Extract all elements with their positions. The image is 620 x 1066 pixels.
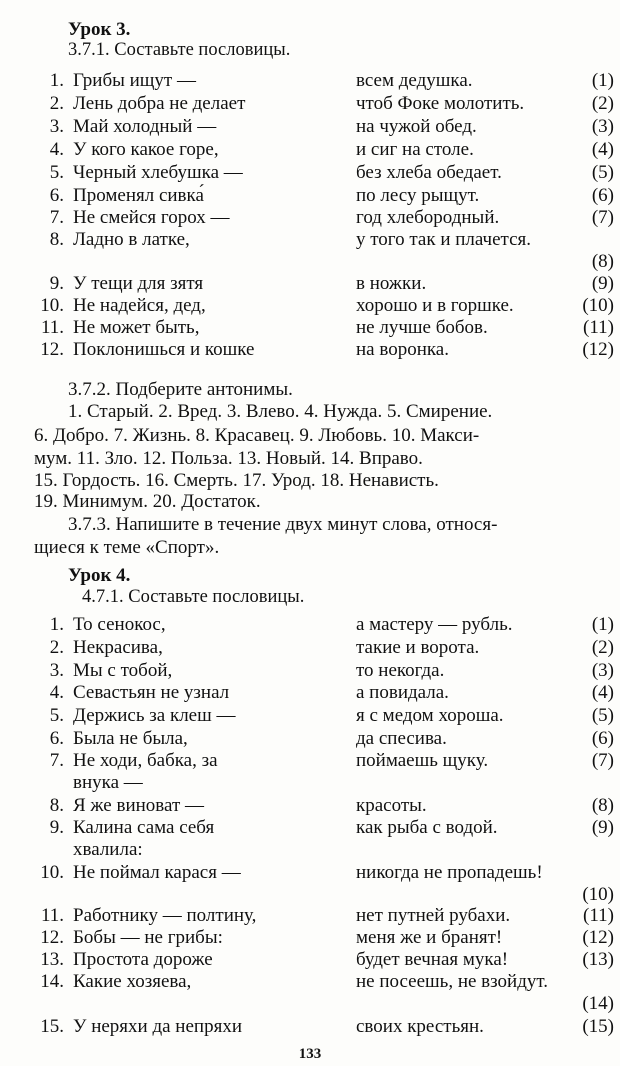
- proverb-ending: хорошо и в горшке.: [356, 295, 514, 316]
- lesson3-title: Урок 3.: [68, 19, 131, 40]
- proverb-ending: не лучше бобов.: [356, 317, 488, 338]
- proverb-beginning: Мы с тобой,: [73, 660, 173, 681]
- proverb-beginning: Променял сивка́: [73, 185, 204, 206]
- ending-index: (7): [591, 750, 614, 771]
- proverb-beginning: Я же виноват —: [73, 795, 205, 816]
- lesson3-task3-line-2: щиеся к теме «Спорт».: [34, 537, 220, 558]
- proverb-ending: без хлеба обедает.: [356, 162, 502, 183]
- item-number: 2.: [49, 93, 64, 114]
- proverb-ending: чтоб Фоке молотить.: [356, 93, 525, 114]
- item-number: 4.: [49, 139, 64, 160]
- proverb-beginning-continued: хвалила:: [73, 839, 143, 860]
- proverb-ending: в ножки.: [356, 273, 427, 294]
- ending-index: (11): [583, 317, 614, 338]
- proverb-beginning: Калина сама себя: [73, 817, 215, 838]
- proverb-ending: а повидала.: [356, 682, 449, 703]
- proverb-beginning: Не надейся, дед,: [73, 295, 206, 316]
- item-number: 15.: [40, 1016, 64, 1037]
- proverb-beginning: То сенокос,: [73, 614, 166, 635]
- item-number: 7.: [49, 207, 64, 228]
- proverb-beginning: Не смейся горох —: [73, 207, 230, 228]
- ending-index: (2): [591, 93, 614, 114]
- ending-index: (12): [582, 339, 614, 360]
- proverb-ending: на чужой обед.: [356, 116, 477, 137]
- item-number: 6.: [49, 728, 64, 749]
- item-number: 3.: [49, 660, 64, 681]
- proverb-beginning: Май холодный —: [73, 116, 217, 137]
- item-number: 7.: [49, 750, 64, 771]
- proverb-beginning: Некрасива,: [73, 637, 163, 658]
- ending-index: (10): [582, 884, 614, 905]
- item-number: 11.: [40, 317, 64, 338]
- antonyms-line-5: 19. Минимум. 20. Достаток.: [34, 491, 261, 512]
- ending-index: (1): [591, 70, 614, 91]
- proverb-beginning: Грибы ищут —: [73, 70, 196, 91]
- ending-index: (4): [591, 682, 614, 703]
- lesson3-task1: 3.7.1. Составьте пословицы.: [68, 40, 291, 60]
- proverb-beginning: Какие хозяева,: [73, 971, 192, 992]
- ending-index: (3): [591, 116, 614, 137]
- proverb-beginning: Была не была,: [73, 728, 188, 749]
- antonyms-line-2: 6. Добро. 7. Жизнь. 8. Красавец. 9. Любовь. 10. Макси-: [34, 425, 480, 446]
- item-number: 12.: [40, 339, 64, 360]
- item-number: 6.: [49, 185, 64, 206]
- ending-index: (11): [583, 905, 614, 926]
- item-number: 1.: [49, 614, 64, 635]
- proverb-ending: своих крестьян.: [356, 1016, 484, 1037]
- item-number: 3.: [49, 116, 64, 137]
- proverb-beginning: Лень добра не делает: [73, 93, 246, 114]
- ending-index: (1): [591, 614, 614, 635]
- proverb-beginning: У тещи для зятя: [73, 273, 204, 294]
- proverb-ending: и сиг на столе.: [356, 139, 474, 160]
- item-number: 9.: [49, 817, 64, 838]
- lesson4-task1: 4.7.1. Составьте пословицы.: [82, 587, 305, 607]
- item-number: 5.: [49, 705, 64, 726]
- ending-index: (13): [582, 949, 614, 970]
- proverb-ending: как рыба с водой.: [356, 817, 498, 838]
- proverb-ending: я с медом хороша.: [356, 705, 504, 726]
- ending-index: (3): [591, 660, 614, 681]
- item-number: 1.: [49, 70, 64, 91]
- proverb-ending: у того так и плачется.: [356, 229, 532, 250]
- antonyms-line-4: 15. Гордость. 16. Смерть. 17. Урод. 18. Ненависть.: [34, 470, 439, 491]
- ending-index: (9): [591, 817, 614, 838]
- proverb-ending: год хлебородный.: [356, 207, 500, 228]
- proverb-ending: да спесива.: [356, 728, 447, 749]
- proverb-ending: по лесу рыщут.: [356, 185, 480, 206]
- item-number: 8.: [49, 229, 64, 250]
- item-number: 12.: [40, 927, 64, 948]
- ending-index: (9): [591, 273, 614, 294]
- ending-index: (10): [582, 295, 614, 316]
- item-number: 4.: [49, 682, 64, 703]
- lesson3-task2-title: 3.7.2. Подберите антонимы.: [68, 379, 293, 400]
- item-number: 10.: [40, 295, 64, 316]
- proverb-beginning: Бобы — не грибы:: [73, 927, 223, 948]
- item-number: 8.: [49, 795, 64, 816]
- proverb-beginning: Черный хлебушка —: [73, 162, 243, 183]
- antonyms-line-1: 1. Старый. 2. Вред. 3. Влево. 4. Нужда. 5. Смирение.: [68, 401, 493, 422]
- ending-index: (6): [591, 728, 614, 749]
- lesson4-title: Урок 4.: [68, 565, 131, 586]
- item-number: 13.: [40, 949, 64, 970]
- item-number: 5.: [49, 162, 64, 183]
- proverb-ending: всем дедушка.: [356, 70, 473, 91]
- proverb-ending: красоты.: [356, 795, 427, 816]
- ending-index: (5): [591, 705, 614, 726]
- ending-index: (14): [582, 993, 614, 1014]
- proverb-beginning: У неряхи да непряхи: [73, 1016, 242, 1037]
- ending-index: (4): [591, 139, 614, 160]
- proverb-beginning: У кого какое горе,: [73, 139, 219, 160]
- proverb-beginning: Держись за клеш —: [73, 705, 236, 726]
- ending-index: (2): [591, 637, 614, 658]
- proverb-beginning: Не поймал карася —: [73, 862, 241, 883]
- proverb-beginning: Не может быть,: [73, 317, 200, 338]
- proverb-beginning: Простота дороже: [73, 949, 213, 970]
- proverb-beginning: Поклонишься и кошке: [73, 339, 255, 360]
- item-number: 14.: [40, 971, 64, 992]
- proverb-ending: меня же и бранят!: [356, 927, 503, 948]
- proverb-ending: а мастеру — рубль.: [356, 614, 513, 635]
- proverb-ending: такие и ворота.: [356, 637, 480, 658]
- item-number: 10.: [40, 862, 64, 883]
- ending-index: (6): [591, 185, 614, 206]
- ending-index: (7): [591, 207, 614, 228]
- proverb-ending: не посеешь, не взойдут.: [356, 971, 548, 992]
- ending-index: (5): [591, 162, 614, 183]
- proverb-beginning: Ладно в латке,: [73, 229, 190, 250]
- proverb-beginning-continued: внука —: [73, 772, 143, 793]
- proverb-ending: то некогда.: [356, 660, 445, 681]
- proverb-ending: на воронка.: [356, 339, 449, 360]
- ending-index: (15): [582, 1016, 614, 1037]
- item-number: 9.: [49, 273, 64, 294]
- lesson3-task3-line-1: 3.7.3. Напишите в течение двух минут слова, относя-: [68, 514, 498, 535]
- item-number: 11.: [40, 905, 64, 926]
- proverb-ending: нет путней рубахи.: [356, 905, 511, 926]
- ending-index: (8): [591, 795, 614, 816]
- proverb-ending: поймаешь щуку.: [356, 750, 489, 771]
- item-number: 2.: [49, 637, 64, 658]
- proverb-ending: никогда не пропадешь!: [356, 862, 543, 883]
- ending-index: (8): [591, 251, 614, 272]
- ending-index: (12): [582, 927, 614, 948]
- page-number: 133: [298, 1046, 322, 1062]
- proverb-beginning: Не ходи, бабка, за: [73, 750, 218, 771]
- proverb-ending: будет вечная мука!: [356, 949, 509, 970]
- antonyms-line-3: мум. 11. Зло. 12. Польза. 13. Новый. 14. Вправо.: [34, 448, 423, 469]
- proverb-beginning: Севастьян не узнал: [73, 682, 230, 703]
- proverb-beginning: Работнику — полтину,: [73, 905, 257, 926]
